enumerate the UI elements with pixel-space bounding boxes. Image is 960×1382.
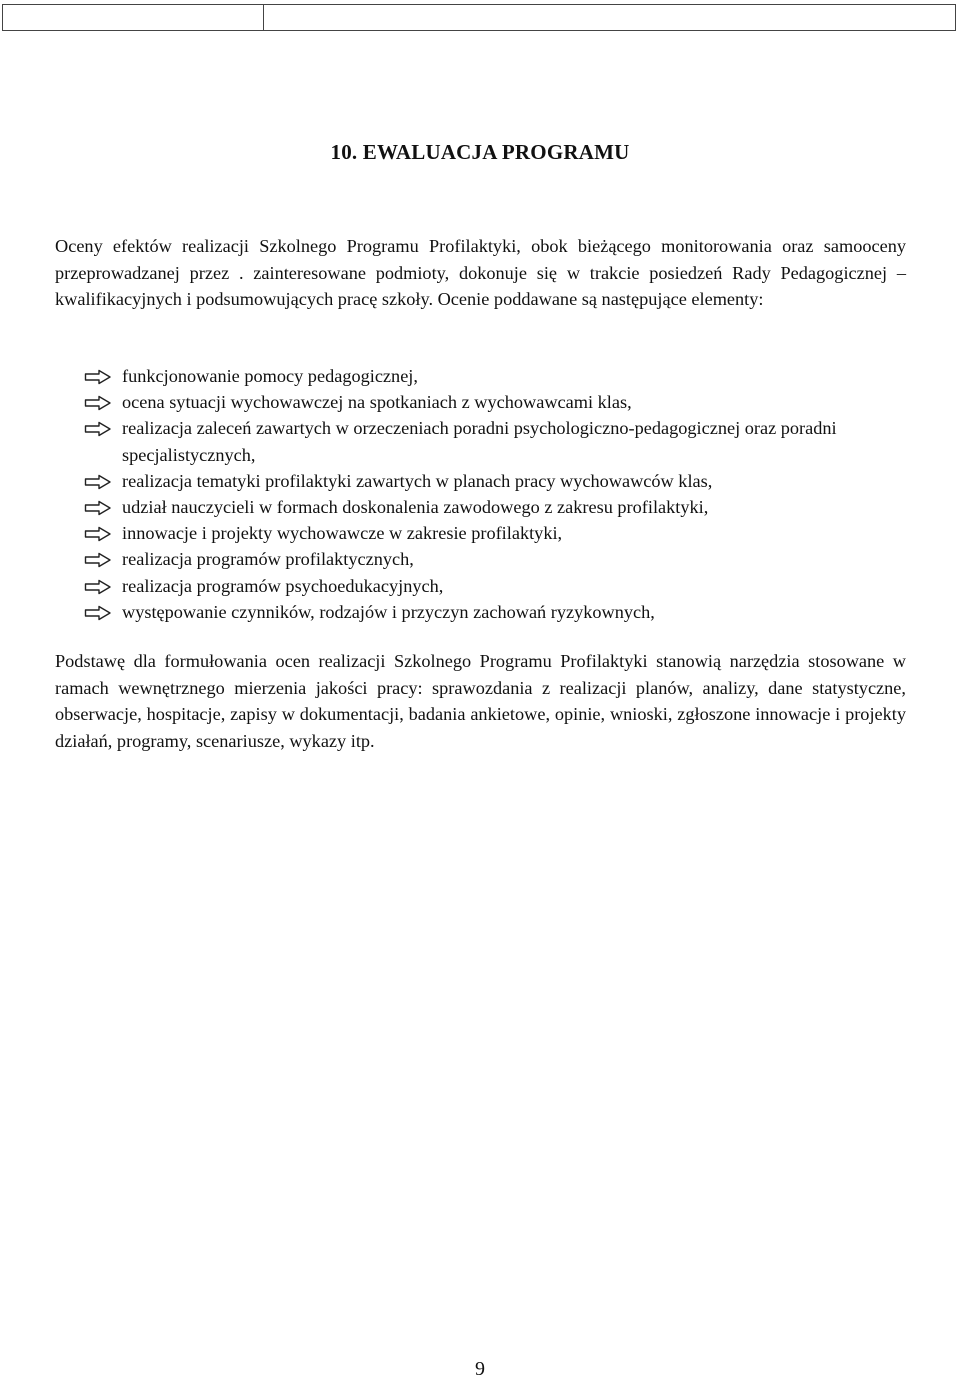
list-item [84,363,914,389]
intro-paragraph: Oceny efektów realizacji Szkolnego Programu Profilaktyki, obok bieżącego monitorowania oraz samooceny przeprowadzanej przez . zainteresowane podmioty, dokonuje się w trakcie posiedzeń Rady Pedagogicznej – kwalifikacyjnych i podsumowujących pracę szkoły. Ocenie poddawane są następujące elementy: [55,236,906,309]
list-item-text: realizacja programów psychoedukacyjnych, [122,575,444,596]
header-cell-right [264,4,956,31]
list-item-text: występowanie czynników, rodzajów i przyczyn zachowań ryzykownych, [122,601,655,622]
list-item [84,415,914,467]
list-item [84,546,914,572]
list-item-text: realizacja zaleceń zawartych w orzeczeniach poradni psychologiczno-pedagogicznej oraz poradni specjalistycznych, [122,418,837,465]
outline-right-arrow-icon [84,395,112,411]
outline-right-arrow-icon [84,500,112,516]
list-item [84,520,914,546]
section-title: 10. EWALUACJA PROGRAMU [330,140,630,164]
list-item-text: funkcjonowanie pomocy pedagogicznej, [122,366,418,386]
list-item [84,573,914,599]
list-item-text: innowacje i projekty wychowawcze w zakresie profilaktyki, [122,523,563,544]
evaluated-elements-list [84,363,914,625]
basis-paragraph: Podstawę dla formułowania ocen realizacji Szkolnego Programu Profilaktyki stanowią narzędzia stosowane w ramach wewnętrznego mierzenia jakości pracy: sprawozdania z realizacji planów, analizy, dane statystyczne, obserwacje, hospitacje, zapisy w dokumentacji, badania ankietowe, opinie, wnioski, zgłoszone innowacje i projekty działań, programy, scenariusze, wykazy itp. [55,651,906,751]
outline-right-arrow-icon [84,421,112,437]
outline-right-arrow-icon [84,474,112,490]
page-number: 9 [475,1358,485,1380]
list-item [84,468,914,494]
page-header-table [2,4,956,31]
list-item [84,389,914,415]
list-item-text: ocena sytuacji wychowawczej na spotkaniach z wychowawcami klas, [122,392,632,413]
outline-right-arrow-icon [84,526,112,542]
list-item [84,599,914,625]
list-item-text: realizacja tematyki profilaktyki zawartych w planach pracy wychowawców klas, [122,470,713,491]
list-item-text: udział nauczycieli w formach doskonalenia zawodowego z zakresu profilaktyki, [122,497,709,518]
outline-right-arrow-icon [84,579,112,595]
list-item-text: realizacja programów profilaktycznych, [122,549,414,570]
outline-right-arrow-icon [84,552,112,568]
header-cell-left [2,4,264,31]
list-item [84,494,914,520]
outline-right-arrow-icon [84,369,112,385]
outline-right-arrow-icon [84,605,112,621]
